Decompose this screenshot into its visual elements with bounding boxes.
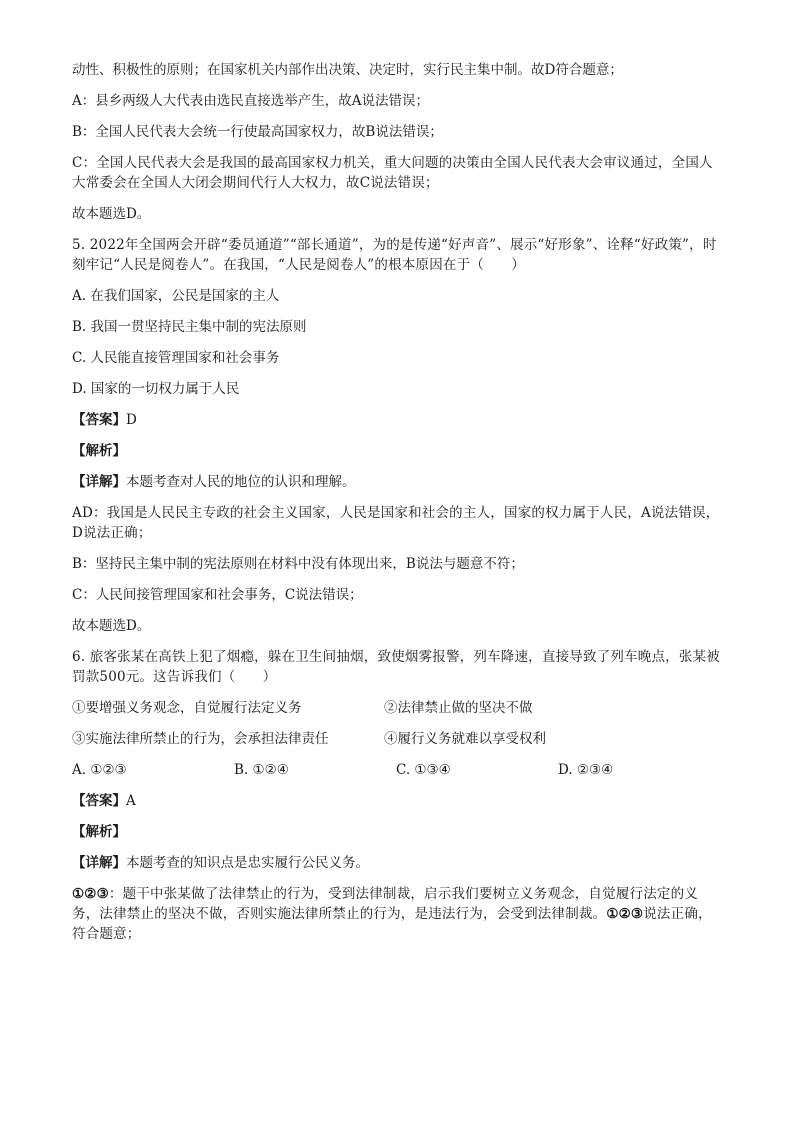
detail-text: 本题考查对人民的地位的认识和理解。 [126, 474, 356, 490]
q6-statement-4: ④履行义务就难以享受权利 [384, 731, 546, 747]
q6-explanation [72, 884, 722, 944]
q6-statements-row-2 [72, 729, 722, 760]
q5-answer [72, 410, 722, 441]
answer-tag: 【答案】 [72, 793, 126, 809]
text-line: 故本题选D。 [72, 206, 151, 222]
detail-text: 本题考查的知识点是忠实履行公民义务。 [126, 855, 369, 871]
q5-analysis-tag: 【解析】 [72, 443, 126, 459]
document-page [72, 60, 722, 955]
statement-numbers: ①②③ [606, 906, 644, 922]
q6-detail [72, 853, 722, 884]
explanation-text: ：题干中张某做了法律禁止的行为，受到法律制裁，启示我们要树立义务观念，自觉履行法定的义务，法律禁止的坚决不做，否则实施法律所禁止的行为，是违法行为，会受到法律制裁。 [72, 886, 699, 922]
q6-statements-row-1 [72, 698, 722, 729]
question-5-stem: 5. 2022年全国两会开辟“委员通道”“部长通道”，为的是传递“好声音”、展示“好形象”、诠释“好政策”，时刻牢记“人民是阅卷人”。在我国，“人民是阅卷人”的根本原因在于（ ） [72, 237, 717, 273]
q6-statement-2: ②法律禁止做的坚决不做 [384, 700, 533, 716]
text-line: 动性、积极性的原则；在国家机关内部作出决策、决定时，实行民主集中制。故D符合题意； [72, 62, 623, 78]
q5-option-d: D. 国家的一切权力属于人民 [72, 381, 240, 397]
q5-conclusion: 故本题选D。 [72, 618, 151, 634]
detail-tag: 【详解】 [72, 474, 126, 490]
text-paragraph: C：全国人民代表大会是我国的最高国家权力机关，重大问题的决策由全国人民代表大会审议通过，全国人大常委会在全国人大闭会期间代行人大权力，故C说法错误； [72, 155, 713, 191]
answer-value: D [126, 412, 137, 428]
q6-choice-c: C. ①③④ [396, 762, 451, 778]
q6-choice-a: A. ①②③ [72, 762, 127, 778]
q6-choice-b: B. ①②④ [234, 762, 289, 778]
q6-choice-d: D. ②③④ [558, 762, 614, 778]
q5-option-a: A. 在我们国家，公民是国家的主人 [72, 288, 280, 304]
explanation-tail: 说法正确，符合题意； [72, 906, 712, 942]
detail-tag: 【详解】 [72, 855, 126, 871]
q6-statement-3: ③实施法律所禁止的行为，会承担法律责任 [72, 731, 329, 747]
q5-c-explanation: C：人民间接管理国家和社会事务，C说法错误； [72, 587, 363, 603]
q5-option-b: B. 我国一贯坚持民主集中制的宪法原则 [72, 319, 307, 335]
q6-statement-1: ①要增强义务观念，自觉履行法定义务 [72, 700, 302, 716]
q6-analysis-tag: 【解析】 [72, 824, 126, 840]
q5-b-explanation: B：坚持民主集中制的宪法原则在材料中没有体现出来，B说法与题意不符； [72, 556, 524, 572]
q5-detail [72, 472, 722, 503]
q6-answer [72, 791, 722, 822]
q5-ad-explanation: AD：我国是人民民主专政的社会主义国家，人民是国家和社会的主人，国家的权力属于人民，A说法错误，D说法正确； [72, 505, 720, 541]
q6-choices [72, 760, 722, 791]
statement-numbers: ①②③ [72, 886, 109, 902]
answer-value: A [126, 793, 136, 809]
q5-option-c: C. 人民能直接管理国家和社会事务 [72, 350, 280, 366]
text-line: A：县乡两级人大代表由选民直接选举产生，故A说法错误； [72, 93, 429, 109]
text-line: B：全国人民代表大会统一行使最高国家权力，故B说法错误； [72, 124, 443, 140]
question-6-stem: 6. 旅客张某在高铁上犯了烟瘾，躲在卫生间抽烟，致使烟雾报警，列车降速，直接导致了列车晚点，张某被罚款500元。这告诉我们（ ） [72, 649, 720, 685]
answer-tag: 【答案】 [72, 412, 126, 428]
